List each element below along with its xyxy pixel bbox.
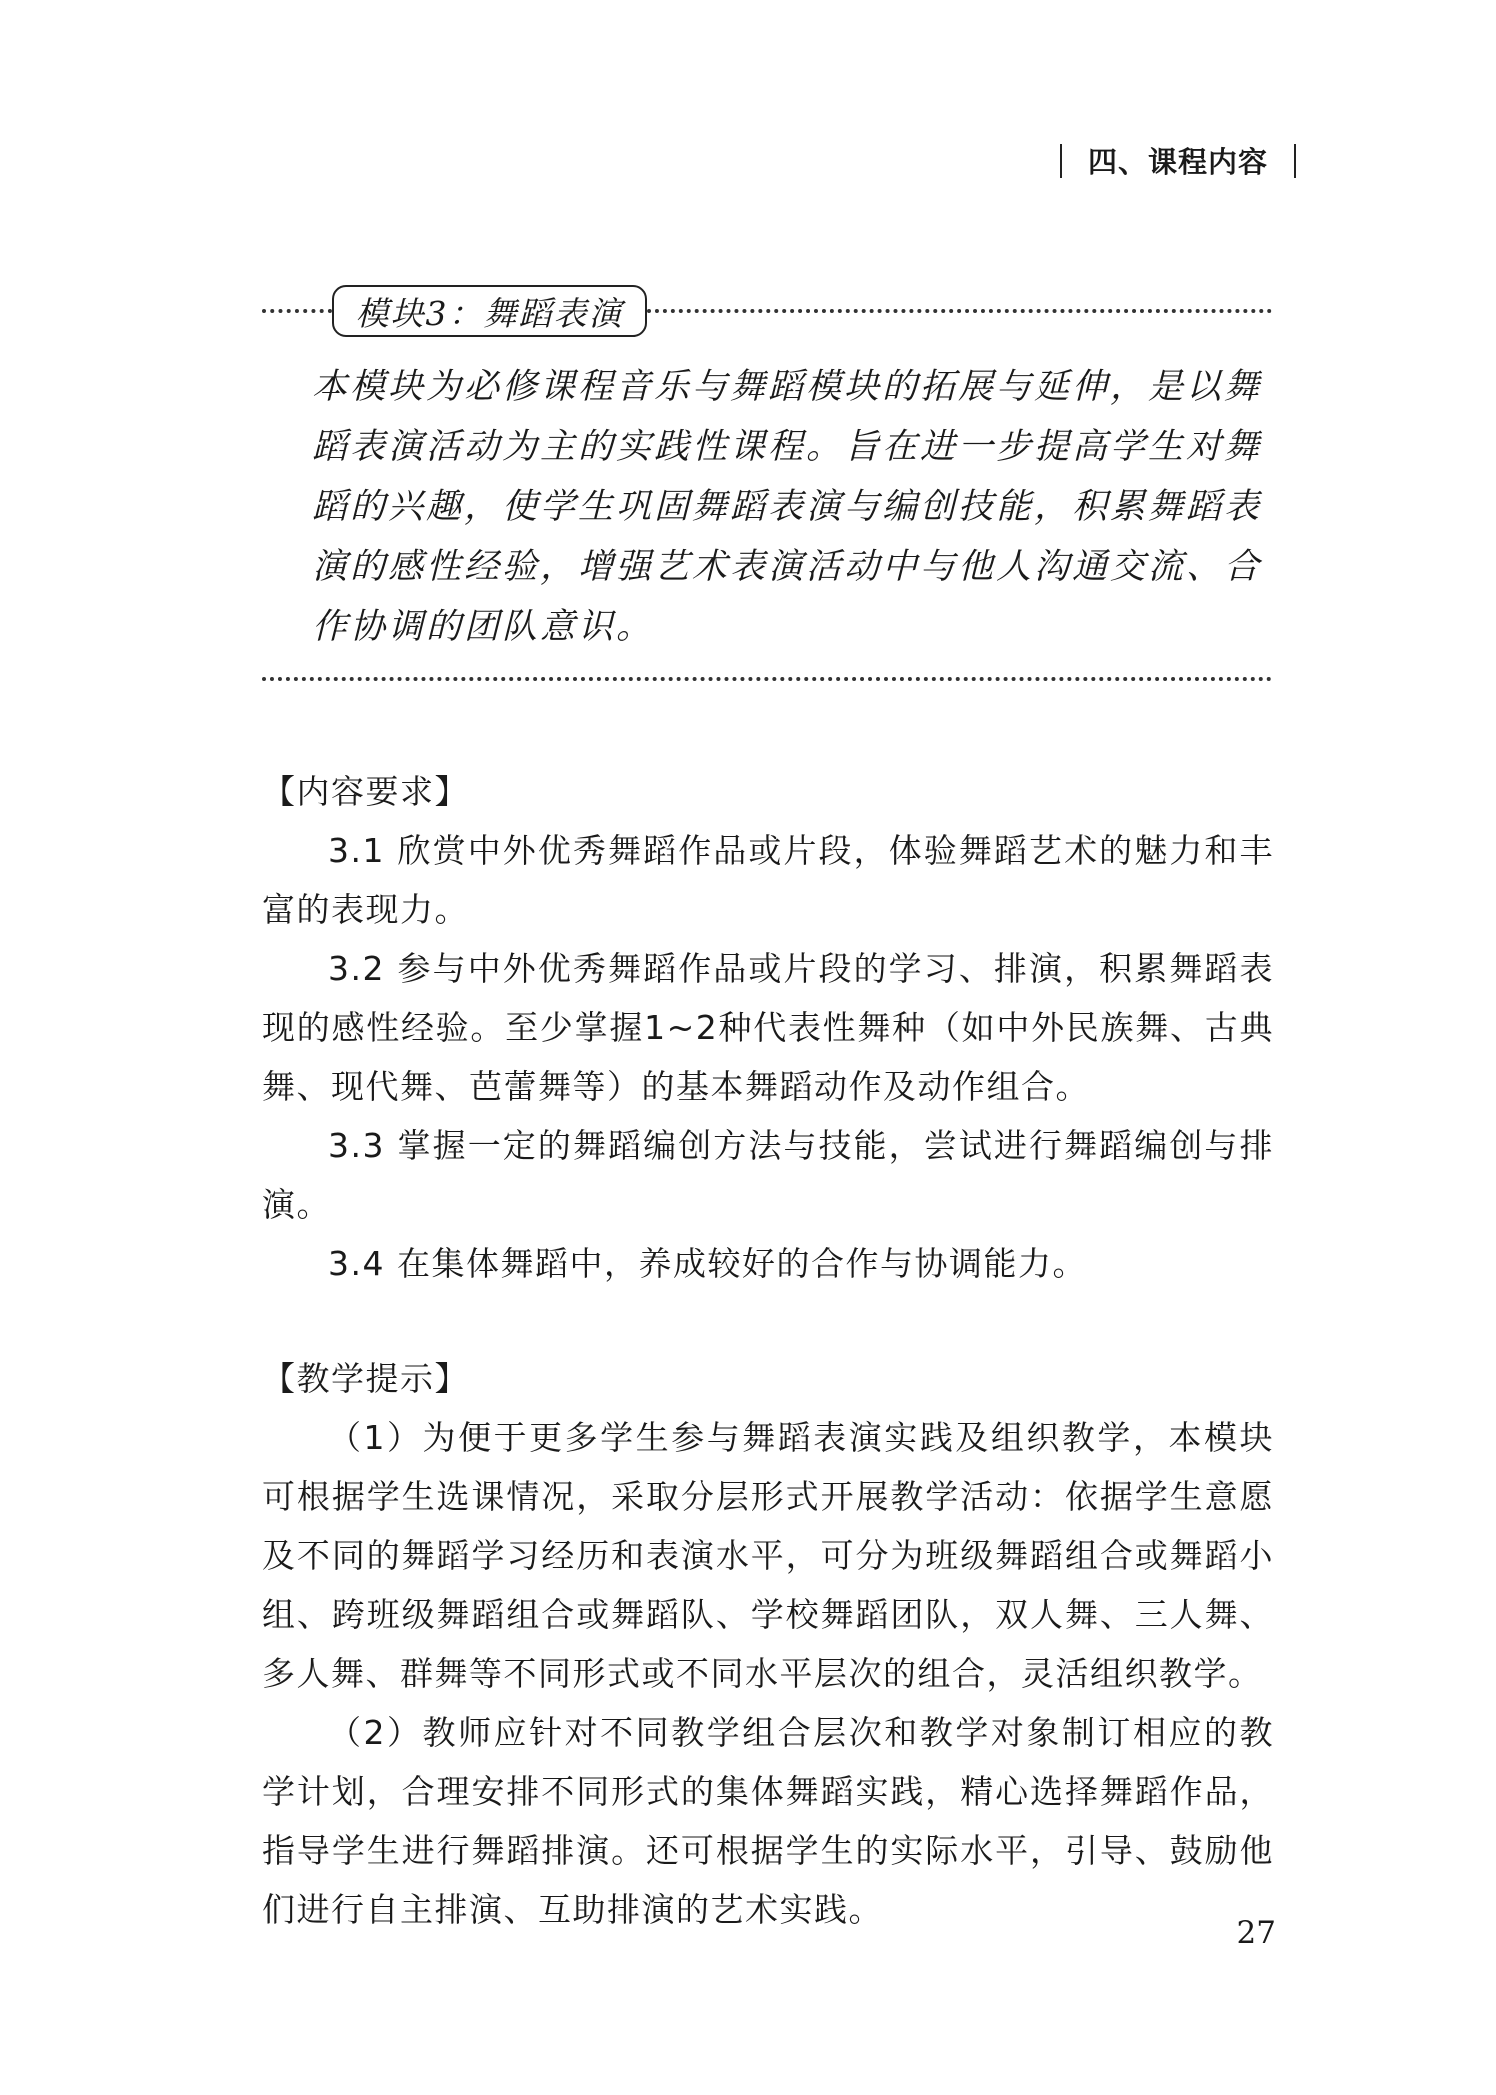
teaching-tip-1: （1）为便于更多学生参与舞蹈表演实践及组织教学，本模块可根据学生选课情况，采取分层形式开展教学活动：依据学生意愿及不同的舞蹈学习经历和表演水平，可分为班级舞蹈组合或舞蹈小组、跨班级舞蹈组合或舞蹈队、学校舞蹈团队，双人舞、三人舞、多人舞、群舞等不同形式或不同水平层次的组合，灵活组织教学。 — [262, 1418, 1274, 1693]
module-bottom-dotted-rule — [262, 677, 1272, 681]
module-top-dotted-rule-left — [262, 309, 332, 313]
teaching-tips-heading: 【教学提示】 — [262, 1359, 469, 1398]
main-content — [262, 762, 1274, 1939]
module-top-dotted-rule-right — [647, 309, 1272, 313]
content-requirements-heading: 【内容要求】 — [262, 772, 469, 811]
requirement-item-3-4: 3.4 在集体舞蹈中，养成较好的合作与协调能力。 — [328, 1244, 1087, 1283]
requirement-item-3-2: 3.2 参与中外优秀舞蹈作品或片段的学习、排演，积累舞蹈表现的感性经验。至少掌握1~2种代表性舞种（如中外民族舞、古典舞、现代舞、芭蕾舞等）的基本舞蹈动作及动作组合。 — [262, 949, 1274, 1106]
page-number: 27 — [1236, 1915, 1276, 1951]
requirement-item-3-1: 3.1 欣赏中外优秀舞蹈作品或片段，体验舞蹈艺术的魅力和丰富的表现力。 — [262, 831, 1274, 929]
header-left-rule — [1060, 144, 1062, 178]
module-intro: 本模块为必修课程音乐与舞蹈模块的拓展与延伸，是以舞蹈表演活动为主的实践性课程。旨在进一步提高学生对舞蹈的兴趣，使学生巩固舞蹈表演与编创技能，积累舞蹈表演的感性经验，增强艺术表演活动中与他人沟通交流、合作协调的团队意识。 — [312, 367, 1263, 647]
requirement-item-3-3: 3.3 掌握一定的舞蹈编创方法与技能，尝试进行舞蹈编创与排演。 — [262, 1126, 1274, 1224]
chapter-title: 四、课程内容 — [1087, 145, 1268, 179]
section-gap — [262, 1293, 1274, 1349]
header-right-rule — [1294, 144, 1296, 178]
running-header — [1060, 140, 1296, 181]
teaching-tip-2: （2）教师应针对不同教学组合层次和教学对象制订相应的教学计划，合理安排不同形式的集体舞蹈实践，精心选择舞蹈作品，指导学生进行舞蹈排演。还可根据学生的实际水平，引导、鼓励他们进行自主排演、互助排演的艺术实践。 — [262, 1713, 1274, 1929]
module-tag: 模块3：舞蹈表演 — [332, 285, 647, 337]
